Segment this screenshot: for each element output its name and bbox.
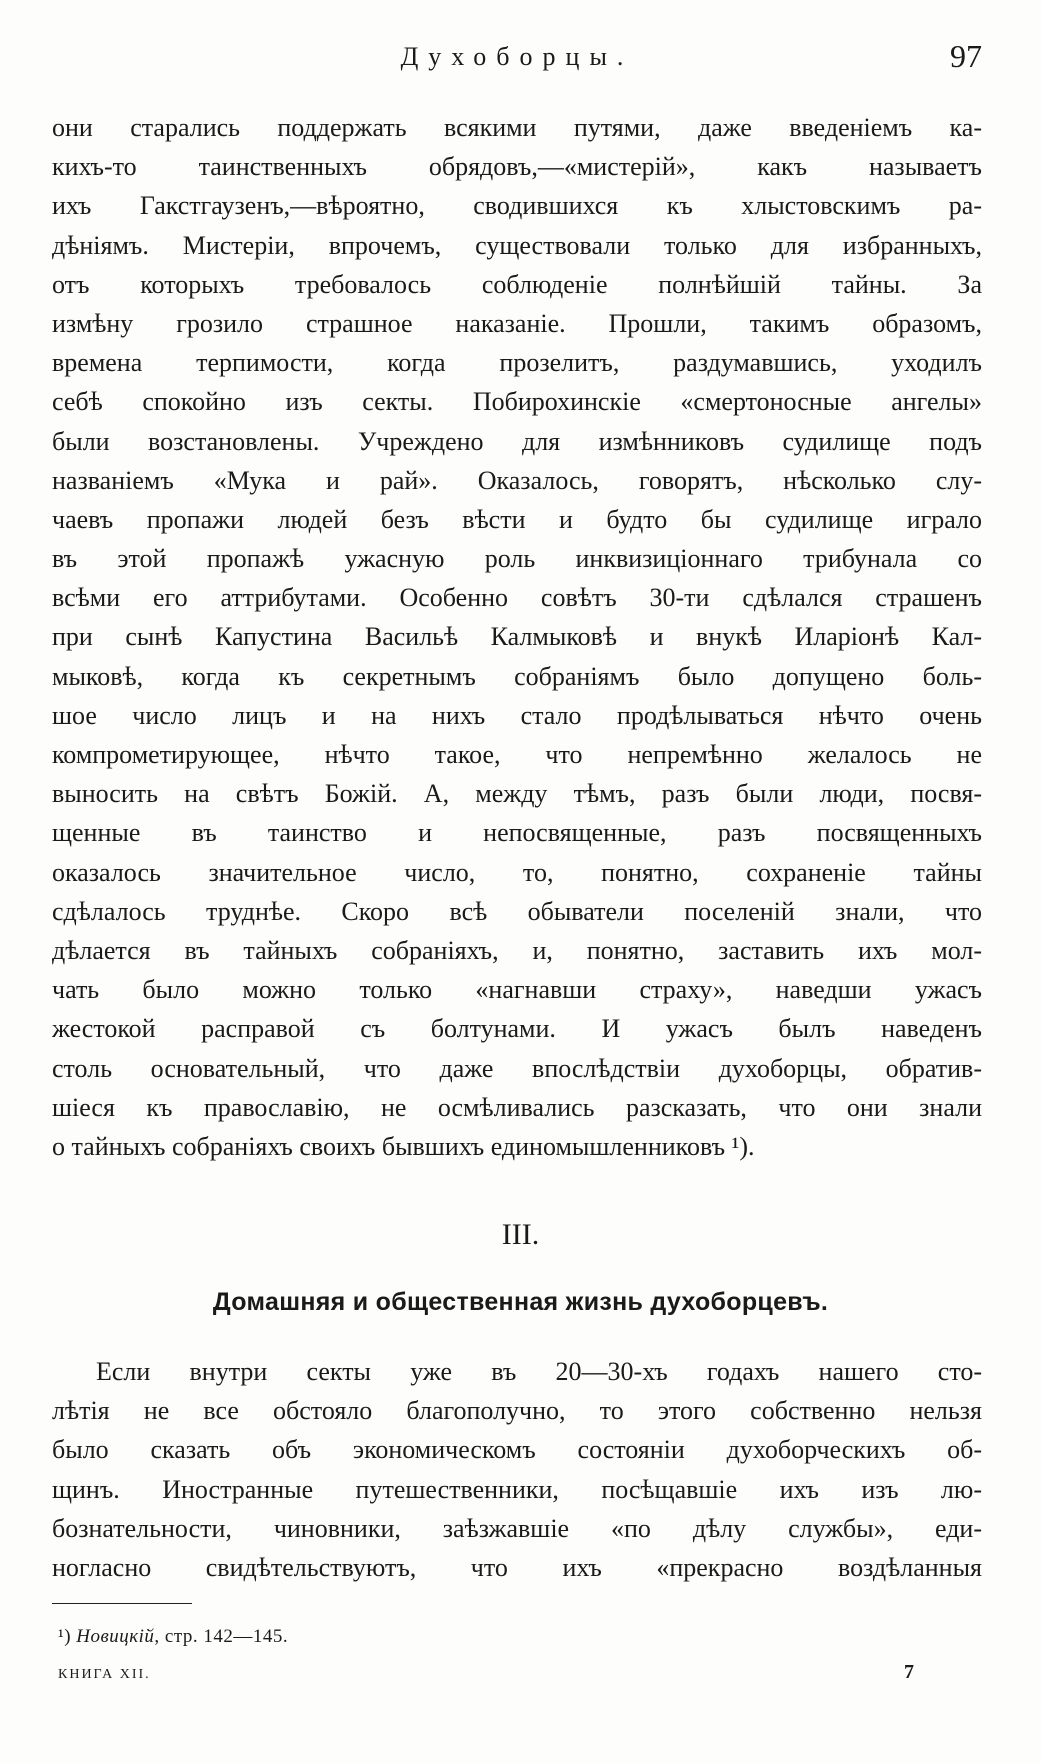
running-title: Духоборцы. (400, 42, 634, 71)
footnote-rule (52, 1603, 192, 1604)
footnote-author: Новицкій (76, 1626, 155, 1647)
footnote (58, 1626, 288, 1648)
text-line: жестокой расправой съ болтунами. И ужасъ былъ наведенъ (52, 1014, 982, 1044)
text-line: названіемъ «Мука и рай». Оказалось, говорятъ, нѣсколько слу- (52, 465, 982, 495)
text-line: измѣну грозило страшное наказаніе. Прошли, такимъ образомъ, (52, 308, 982, 338)
text-line: ногласно свидѣтельствуютъ, что ихъ «прекрасно воздѣланныя (52, 1552, 982, 1582)
text-line: кихъ-то таинственныхъ обрядовъ,—«мистерій», какъ называетъ (52, 152, 982, 182)
text-line: бознательности, чиновники, заѣзжавшіе «по дѣлу службы», еди- (52, 1513, 982, 1543)
text-line: были возстановлены. Учреждено для измѣнниковъ судилище подъ (52, 426, 982, 456)
text-line: при сынѣ Капустина Васильѣ Калмыковѣ и внукѣ Иларіонѣ Кал- (52, 622, 982, 652)
text-line: отъ которыхъ требовалось соблюденіе полнѣйшій тайны. За (52, 269, 982, 299)
text-line: ихъ Гакстгаузенъ,—вѣроятно, сводившихся къ хлыстовскимъ ра- (52, 191, 982, 221)
text-line: выносить на свѣтъ Божій. А, между тѣмъ, разъ были люди, посвя- (52, 779, 982, 809)
text-line: времена терпимости, когда прозелитъ, раздумавшись, уходилъ (52, 348, 982, 378)
section-number: III. (501, 1218, 540, 1251)
footnote-reference: , стр. 142—145. (154, 1626, 289, 1647)
signature-mark: КНИГА XII. (58, 1667, 151, 1682)
text-line: о тайныхъ собраніяхъ своихъ бывшихъ единомышленниковъ ¹). (52, 1131, 755, 1161)
text-line: компрометирующее, нѣчто такое, что непремѣнно желалось не (52, 740, 982, 769)
text-line: мыковѣ, когда къ секретнымъ собраніямъ было допущено боль- (52, 661, 982, 691)
text-line: дѣлается въ тайныхъ собраніяхъ, и, понятно, заставить ихъ мол- (52, 935, 982, 965)
text-line: оказалось значительное число, то, понятно, сохраненіе тайны (52, 857, 982, 887)
text-line: въ этой пропажѣ ужасную роль инквизиціоннаго трибунала со (52, 544, 982, 574)
text-line: щинъ. Иностранные путешественники, посѣщавшіе ихъ изъ лю- (52, 1474, 982, 1504)
text-line: лѣтія не все обстояло благополучно, то этого собственно нельзя (52, 1396, 982, 1426)
text-line: Если внутри секты уже въ 20—30-хъ годахъ нашего сто- (96, 1357, 982, 1386)
paragraph-one (52, 108, 982, 1166)
text-line: себѣ спокойно изъ секты. Побирохинскіе «смертоносные ангелы» (52, 387, 982, 417)
text-line: дѣніямъ. Мистеріи, впрочемъ, существовали только для избранныхъ, (52, 230, 982, 260)
text-line: щенные въ таинство и непосвященные, разъ посвященныхъ (52, 818, 982, 848)
sheet-number: 7 (904, 1661, 914, 1683)
text-line: сдѣлалось труднѣе. Скоро всѣ обыватели поселеній знали, что (52, 896, 982, 926)
text-line: было сказать объ экономическомъ состояніи духоборческихъ об- (52, 1435, 982, 1465)
text-line: шіеся къ православію, не осмѣливались разсказать, что они знали (52, 1092, 982, 1122)
text-line: столь основательный, что даже впослѣдствіи духоборцы, обратив- (52, 1053, 982, 1083)
text-line: чать было можно только «нагнавши страху», наведши ужасъ (52, 975, 982, 1005)
footnote-marker: ¹) (58, 1626, 72, 1647)
paragraph-two (52, 1352, 982, 1587)
text-line: шое число лицъ и на нихъ стало продѣлываться нѣчто очень (52, 700, 982, 730)
section-title: Домашняя и общественная жизнь духоборцевъ. (212, 1288, 829, 1316)
text-line: всѣми его аттрибутами. Особенно совѣтъ 30-ти сдѣлался страшенъ (52, 583, 982, 613)
page-number: 97 (950, 38, 982, 74)
text-line: они старались поддержать всякими путями, даже введеніемъ ка- (52, 113, 982, 142)
text-line: чаевъ пропажи людей безъ вѣсти и будто бы судилище играло (52, 504, 982, 534)
running-head (52, 38, 982, 78)
